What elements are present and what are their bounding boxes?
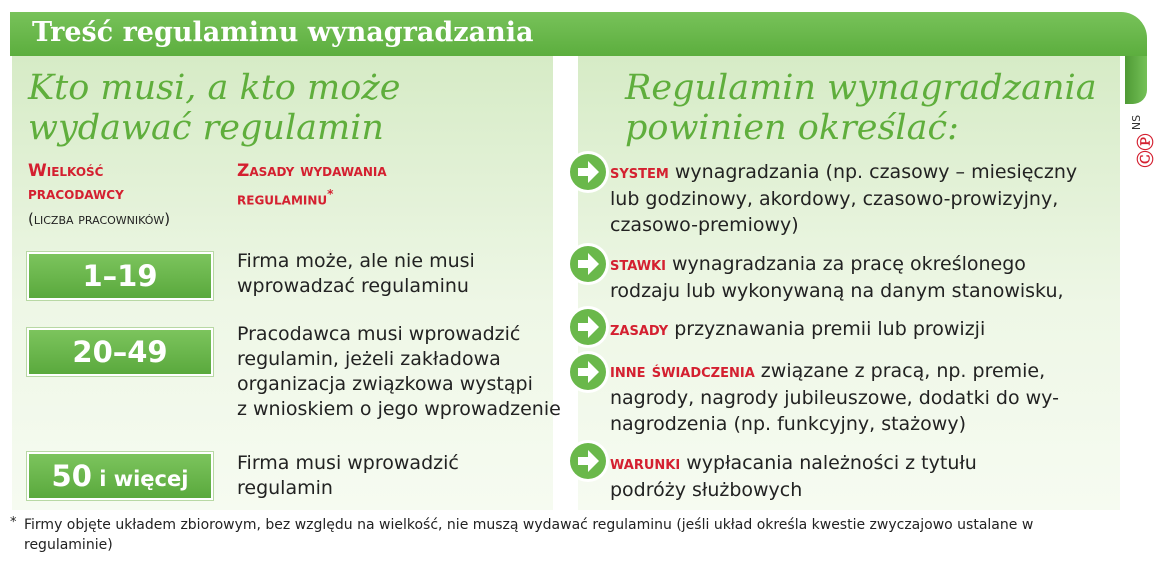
arrow-right-icon <box>566 150 610 194</box>
item-line: związane z pracą, np. premie, <box>754 360 1046 382</box>
col-rules-star: * <box>327 187 334 201</box>
size-box-3-rest: i więcej <box>91 467 189 491</box>
arrow-right-icon <box>566 439 610 483</box>
item-keyword: zasady <box>610 319 669 340</box>
rule-line: wprowadzać regulaminu <box>237 275 469 297</box>
rule-text-2 <box>237 322 561 422</box>
left-panel <box>12 56 561 510</box>
item-keyword: system <box>610 162 669 183</box>
item-keyword: inne świadczenia <box>610 361 755 382</box>
size-box-2: 20–49 <box>27 328 213 376</box>
item-line: wypłacania należności z tytułu <box>680 452 977 474</box>
col-size-heading <box>28 160 124 206</box>
col-rules-line2-wrap <box>237 183 387 212</box>
right-list <box>566 0 1166 510</box>
rule-text-1 <box>237 249 475 299</box>
item-line: nagrody, nagrody jubileuszowe, dodatki do wy- <box>610 387 1059 409</box>
left-title-line1: Kto musi, a kto może <box>28 68 401 108</box>
rule-line: Firma musi wprowadzić <box>237 452 459 474</box>
rule-line: Pracodawca musi wprowadzić <box>237 323 521 345</box>
copyright-icon: ⒸⓅ <box>1136 133 1157 168</box>
item-keyword: stawki <box>610 254 666 275</box>
rule-line: organizacja związkowa wystąpi <box>237 373 533 395</box>
size-box-3-num: 50 <box>51 459 92 493</box>
list-item-zasady <box>610 316 1094 343</box>
arrow-right-icon <box>566 350 610 394</box>
col-rules-line2: regulaminu <box>237 189 328 210</box>
col-rules-line1: Zasady wydawania <box>237 161 387 181</box>
right-title-line2: powinien określać: <box>625 108 959 148</box>
item-line: rodzaju lub wykonywaną na danym stanowisku, <box>610 280 1064 302</box>
col-size-line1: Wielkość <box>28 161 104 181</box>
rule-line: regulamin, jeżeli zakładowa <box>237 348 501 370</box>
col-size-sub: (liczba pracowników) <box>28 210 171 228</box>
item-line: lub godzinowy, akordowy, czasowo-prowizyjny, <box>610 188 1059 210</box>
arrow-right-icon <box>566 305 610 349</box>
credit <box>1125 114 1157 180</box>
item-line: czasowo-premiowy) <box>610 214 799 236</box>
item-line: wynagradzania (np. czasowy – miesięczny <box>668 161 1078 183</box>
footnote-text: Firmy objęte układem zbiorowym, bez względu na wielkość, nie muszą wydawać regulaminu (jeśli układ określa kwestie zwyczajowo ustalane w regulaminie) <box>24 517 1034 553</box>
arrow-right-icon <box>566 242 610 286</box>
item-keyword: warunki <box>610 453 681 474</box>
list-item-warunki <box>610 450 1094 503</box>
credit-author: NS <box>1130 114 1144 131</box>
list-item-system <box>610 159 1094 238</box>
item-line: przyznawania premii lub prowizji <box>668 318 986 340</box>
item-line: podróży służbowych <box>610 479 803 501</box>
rule-line: z wnioskiem o jego wprowadzenie <box>237 398 561 420</box>
rule-line: regulamin <box>237 477 333 499</box>
item-line: nagrodzenia (np. funkcyjny, stażowy) <box>610 413 966 435</box>
size-box-3 <box>27 452 213 500</box>
page-title: Treść regulaminu wynagradzania <box>32 17 534 48</box>
col-size-line2: pracodawcy <box>28 184 124 204</box>
item-line: wynagradzania za pracę określonego <box>665 253 1026 275</box>
list-item-stawki <box>610 251 1094 304</box>
size-box-1: 1–19 <box>27 252 213 300</box>
col-rules-heading <box>237 160 387 212</box>
footnote-star: * <box>10 515 17 530</box>
rule-line: Firma może, ale nie musi <box>237 250 475 272</box>
rule-text-3 <box>237 451 459 501</box>
right-title-line1: Regulamin wynagradzania <box>625 68 1097 108</box>
left-title-line2: wydawać regulamin <box>28 108 384 148</box>
list-item-inne-swiadczenia <box>610 358 1094 437</box>
